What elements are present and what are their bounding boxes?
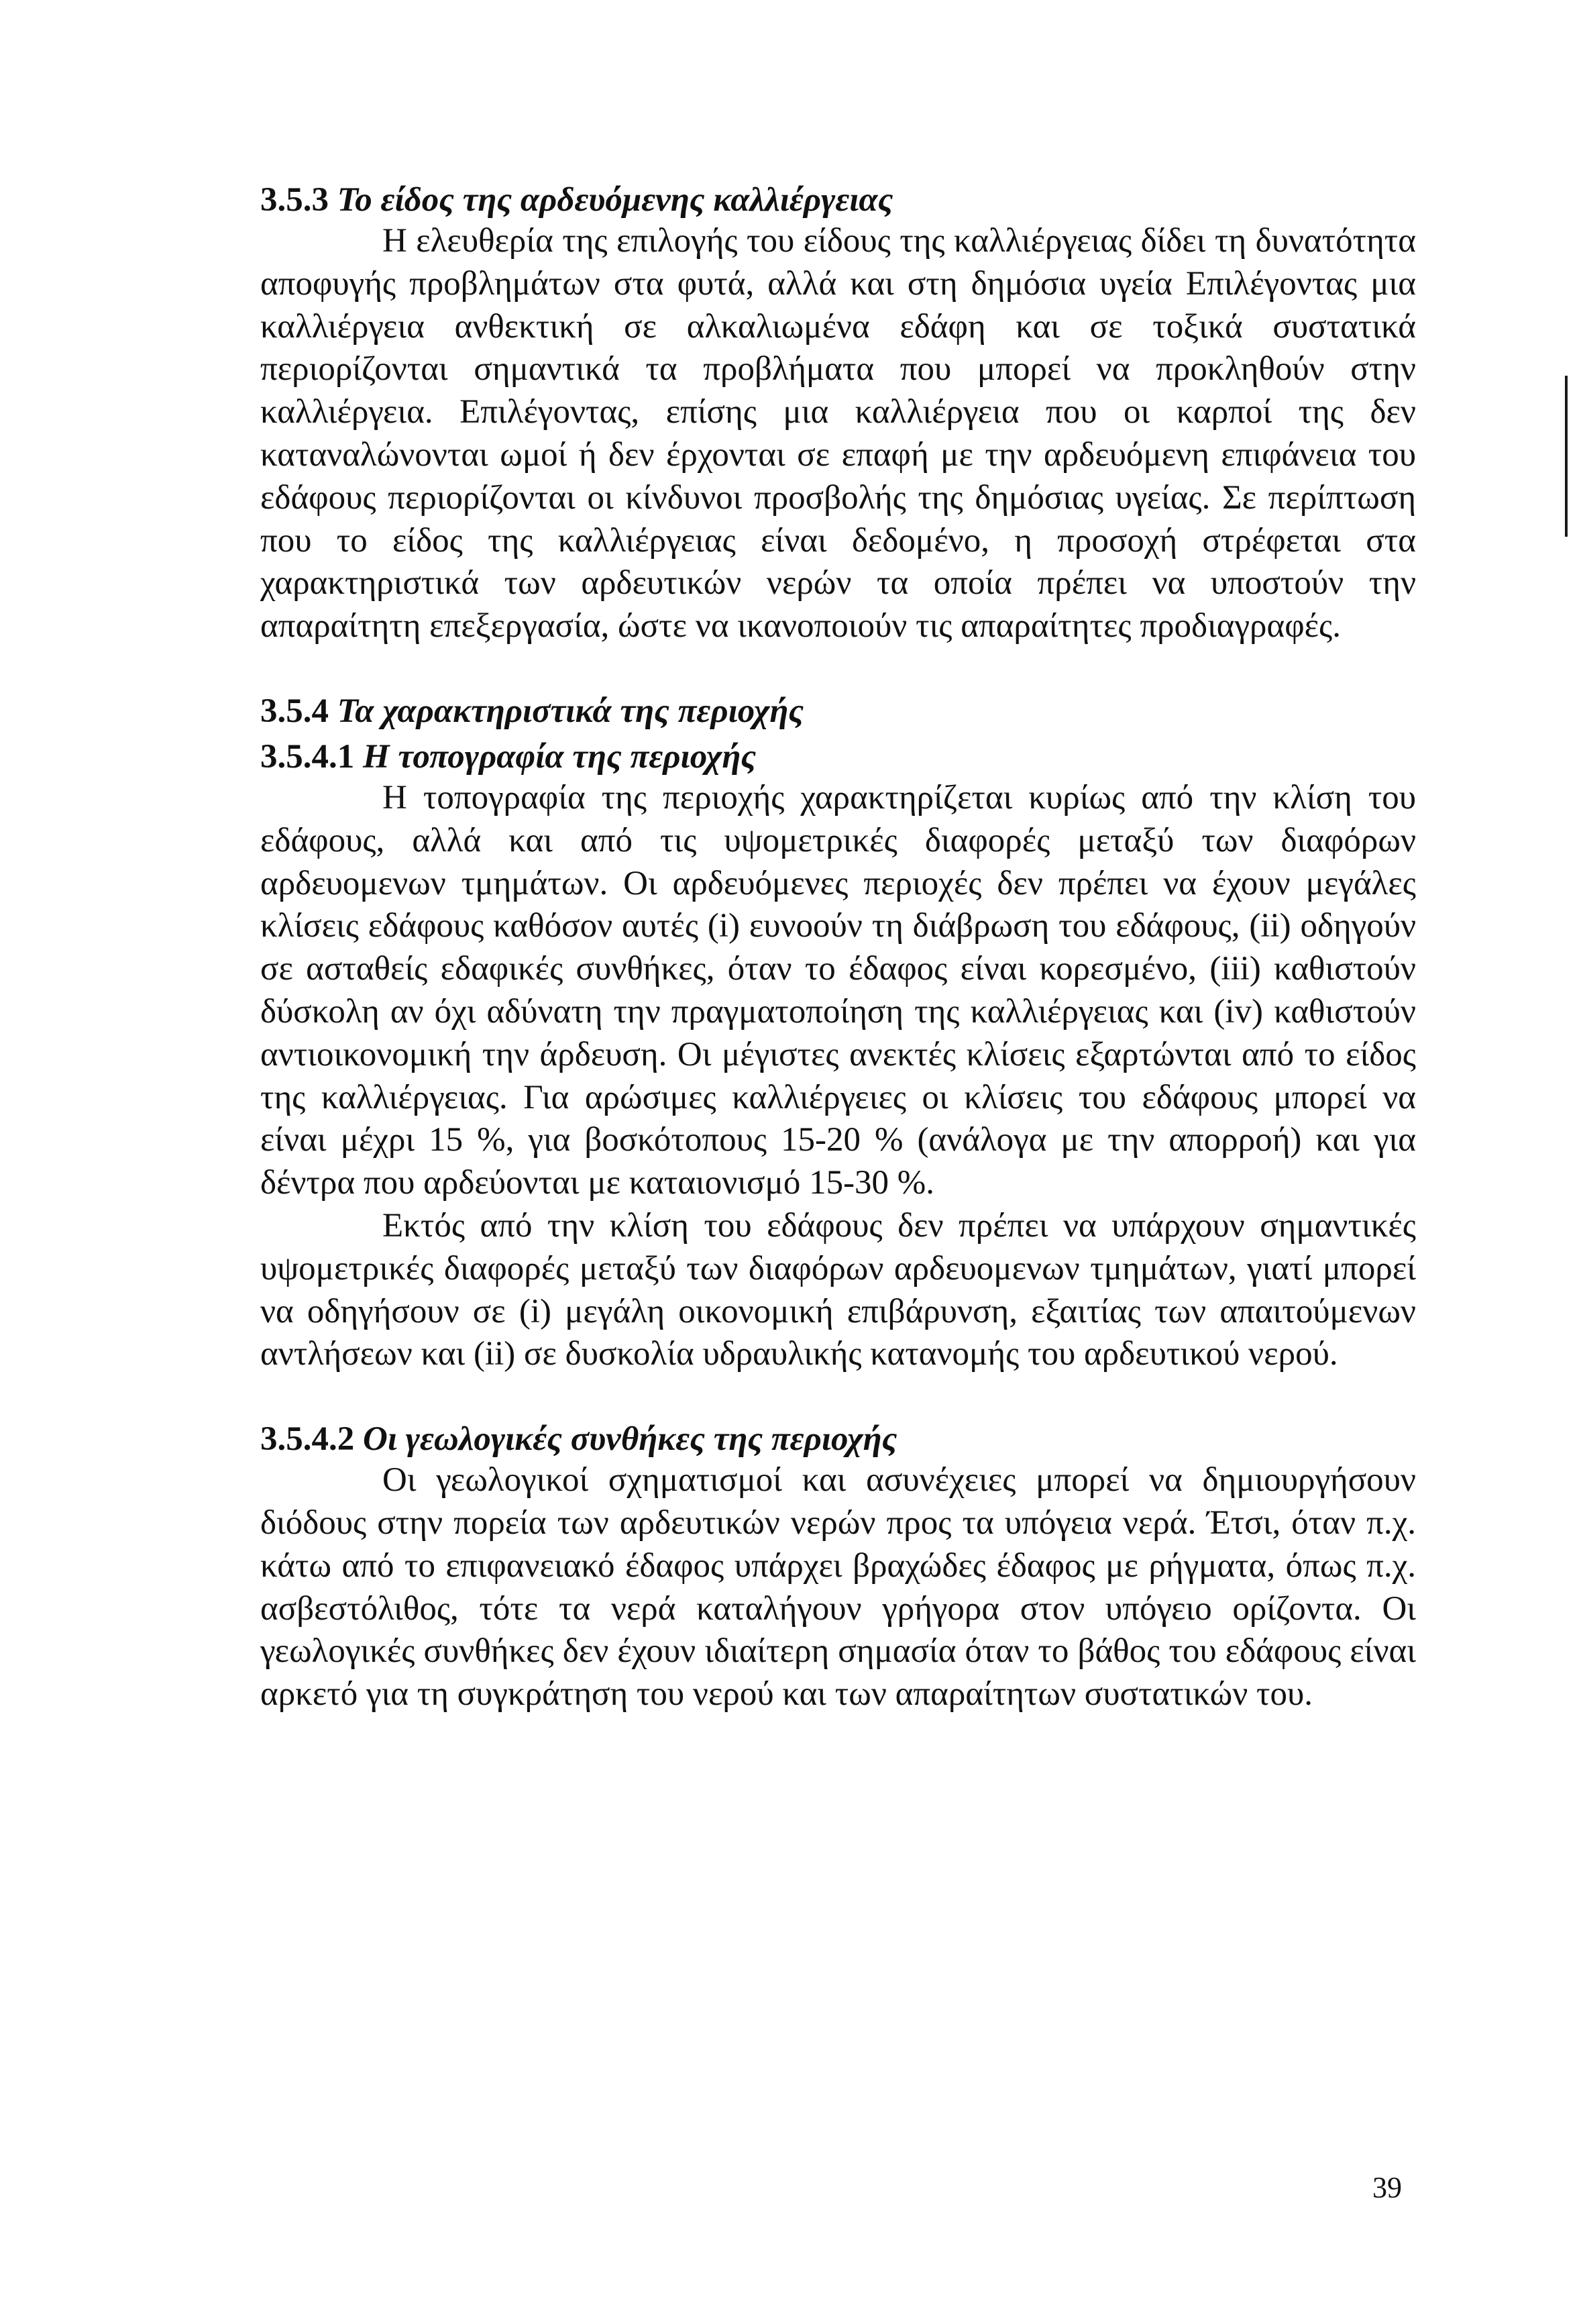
heading-title: Το είδος της αρδευόμενης καλλιέργειας [337,181,893,219]
page-content [260,180,1416,1716]
heading-3-5-4-2 [260,1419,1416,1459]
heading-title: Η τοπογραφία της περιοχής [363,737,757,776]
heading-number: 3.5.3 [260,181,329,219]
paragraph-3-5-4-1-b: Εκτός από την κλίση του εδάφους δεν πρέπει να υπάρχουν σημαντικές υψομετρικές διαφορές μεταξύ των διαφόρων αρδευομενων τμημάτων, γιατί μπορεί να οδηγήσουν σε (i) μεγάλη οικονομική επιβάρυνση, εξαιτίας των απαιτούμενων αντλήσεων και (ii) σε δυσκολία υδραυλικής κατανομής του αρδευτικού νερού. [260,1206,1416,1373]
heading-number: 3.5.4.2 [260,1420,355,1459]
heading-3-5-4-1 [260,737,1416,777]
heading-number: 3.5.4 [260,692,329,730]
heading-title: Οι γεωλογικές συνθήκες της περιοχής [363,1420,897,1459]
page-number: 39 [1372,2171,1402,2204]
heading-3-5-3 [260,180,1416,220]
margin-line [1565,376,1568,537]
heading-3-5-4 [260,691,1416,731]
heading-number: 3.5.4.1 [260,737,355,776]
heading-title: Τα χαρακτηριστικά της περιοχής [337,692,804,730]
paragraph-3-5-4-1-a: Η τοπογραφία της περιοχής χαρακτηρίζεται κυρίως από την κλίση του εδάφους, αλλά και από τις υψομετρικές διαφορές μεταξύ των διαφόρων αρδευομενων τμημάτων. Οι αρδευόμενες περιοχές δεν πρέπει να έχουν μεγάλες κλίσεις εδάφους καθόσον αυτές (i) ευνοούν τη διάβρωση του εδάφους, (ii) οδηγούν σε ασταθείς εδαφικές συνθήκες, όταν το έδαφος είναι κορεσμένο, (iii) καθιστούν δύσκολη αν όχι αδύνατη την πραγματοποίηση της καλλιέργειας και (iv) καθιστούν αντιοικονομική την άρδευση. Οι μέγιστες ανεκτές κλίσεις εξαρτώνται από το είδος της καλλιέργειας. Για αρώσιμες καλλιέργειες οι κλίσεις του εδάφους μπορεί να είναι μέχρι 15 %, για βοσκότοπους 15-20 % (ανάλογα με την απορροή) και για δέντρα που αρδεύονται με καταιονισμό 15-30 %. [260,778,1416,1202]
paragraph-3-5-3: Η ελευθερία της επιλογής του είδους της καλλιέργειας δίδει τη δυνατότητα αποφυγής προβλημάτων στα φυτά, αλλά και στη δημόσια υγεία Επιλέγοντας μια καλλιέργεια ανθεκτική σε αλκαλιωμένα εδάφη και σε τοξικά συστατικά περιορίζονται σημαντικά τα προβλήματα που μπορεί να προκληθούν στην καλλιέργεια. Επιλέγοντας, επίσης μια καλλιέργεια που οι καρποί της δεν καταναλώνονται ωμοί ή δεν έρχονται σε επαφή με την αρδευόμενη επιφάνεια του εδάφους περιορίζονται οι κίνδυνοι προσβολής της δημόσιας υγείας. Σε περίπτωση που το είδος της καλλιέργειας είναι δεδομένο, η προσοχή στρέφεται στα χαρακτηριστικά των αρδευτικών νερών τα οποία πρέπει να υποστούν την απαραίτητη επεξεργασία, ώστε να ικανοποιούν τις απαραίτητες προδιαγραφές. [260,222,1416,645]
paragraph-3-5-4-2: Οι γεωλογικοί σχηματισμοί και ασυνέχειες μπορεί να δημιουργήσουν διόδους στην πορεία των αρδευτικών νερών προς τα υπόγεια νερά. Έτσι, όταν π.χ. κάτω από το επιφανειακό έδαφος υπάρχει βραχώδες έδαφος με ρήγματα, όπως π.χ. ασβεστόλιθος, τότε τα νερά καταλήγουν γρήγορα στον υπόγειο ορίζοντα. Οι γεωλογικές συνθήκες δεν έχουν ιδιαίτερη σημασία όταν το βάθος του εδάφους είναι αρκετό για τη συγκράτηση του νερού και των απαραίτητων συστατικών του. [260,1461,1416,1713]
